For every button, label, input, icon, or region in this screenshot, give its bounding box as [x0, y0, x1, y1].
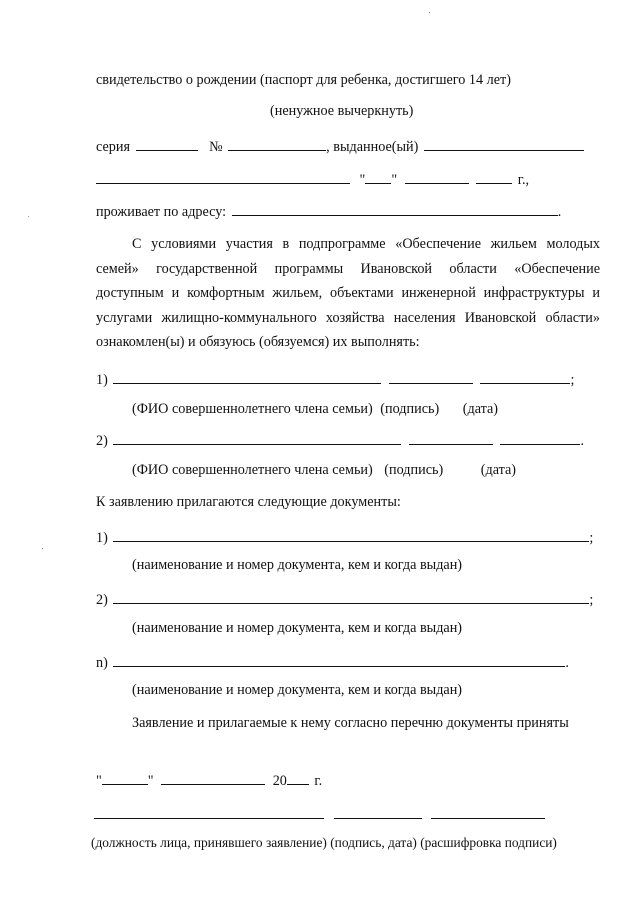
attachment-number: 2) — [96, 592, 108, 608]
strike-note: (ненужное вычеркнуть) — [270, 103, 414, 119]
month-blank[interactable] — [405, 171, 469, 184]
attachment-number: 1) — [96, 530, 108, 546]
member-date-blank[interactable] — [500, 432, 580, 445]
acceptance-year-blank[interactable] — [287, 772, 309, 785]
scan-speck — [42, 548, 43, 549]
caption-date: (дата) — [480, 462, 517, 478]
signature-caption: (должность лица, принявшего заявление) (подпись, дата) (расшифровка подписи) — [91, 835, 557, 850]
attachment-blank[interactable] — [113, 654, 565, 667]
year-prefix: 20 — [272, 773, 287, 789]
certificate-line: свидетельство о рождении (паспорт для ребенка, достигшего 14 лет) — [96, 72, 511, 88]
series-row — [96, 138, 584, 156]
member-signature-blank[interactable] — [409, 432, 493, 445]
attachment-row — [96, 654, 569, 672]
position-blank[interactable] — [94, 806, 324, 819]
attachment-caption: (наименование и номер документа, кем и когда выдан) — [132, 620, 463, 636]
attachment-caption: (наименование и номер документа, кем и когда выдан) — [132, 682, 463, 698]
acceptance-month-blank[interactable] — [161, 772, 265, 785]
address-period: . — [557, 204, 562, 220]
caption-signature: (подпись) — [384, 462, 444, 478]
quote-close: " — [391, 172, 398, 188]
member-caption-row — [132, 462, 516, 479]
attachment-row — [96, 529, 593, 547]
attachment-caption: (наименование и номер документа, кем и когда выдан) — [132, 557, 463, 573]
member-name-blank[interactable] — [113, 432, 401, 445]
number-blank[interactable] — [228, 138, 326, 151]
caption-signature: (подпись) — [380, 401, 440, 417]
member-number: 1) — [96, 372, 108, 388]
scan-speck — [429, 12, 430, 13]
signature-lines-row — [94, 806, 545, 824]
member-caption-row — [132, 401, 498, 418]
member-number: 2) — [96, 433, 108, 449]
member-signature-row — [96, 371, 574, 389]
issued-by-blank[interactable] — [424, 138, 584, 151]
member-date-blank[interactable] — [480, 371, 570, 384]
row-end-mark: ; — [589, 592, 594, 608]
day-blank[interactable] — [365, 171, 391, 184]
scan-speck — [28, 216, 29, 217]
attachment-number: n) — [96, 655, 108, 671]
quote-open: " — [96, 773, 102, 789]
address-label: проживает по адресу: — [96, 204, 227, 220]
acceptance-day-blank[interactable] — [102, 772, 148, 785]
year-label: г., — [517, 172, 530, 188]
address-blank[interactable] — [232, 203, 558, 216]
row-end-mark: ; — [589, 530, 594, 546]
consent-paragraph: С условиями участия в подпрограмме «Обеспечение жильем молодых семей» государственной программы Ивановской области «Обеспечение доступным и комфортным жильем, объектами инженерной инфраструктуры и услугами жилищно-коммунального хозяйства населения Ивановской области» ознакомлен(ы) и обязуюсь (обязуемся) их выполнять: — [96, 236, 600, 351]
signature-date-blank[interactable] — [334, 806, 422, 819]
address-row — [96, 203, 561, 221]
quote-close: " — [147, 773, 154, 789]
caption-name: (ФИО совершеннолетнего члена семьи) — [132, 401, 373, 417]
attachment-blank[interactable] — [113, 529, 589, 542]
row-end-mark: . — [580, 433, 585, 449]
series-blank[interactable] — [136, 138, 198, 151]
issued-label: , выданное(ый) — [326, 139, 419, 155]
number-label: № — [209, 139, 223, 155]
row-end-mark: . — [565, 655, 569, 671]
attachment-blank[interactable] — [113, 591, 589, 604]
row-end-mark: ; — [570, 372, 575, 388]
member-name-blank[interactable] — [113, 371, 381, 384]
series-label: серия — [96, 139, 130, 155]
caption-date: (дата) — [462, 401, 499, 417]
caption-name: (ФИО совершеннолетнего члена семьи) — [132, 462, 373, 478]
member-signature-blank[interactable] — [389, 371, 473, 384]
issuer-blank[interactable] — [96, 171, 350, 184]
attachment-row — [96, 591, 593, 609]
issue-date-row — [96, 171, 529, 189]
attachments-heading: К заявлению прилагаются следующие документы: — [96, 494, 401, 510]
year-blank[interactable] — [476, 171, 512, 184]
quote-open: " — [359, 172, 366, 188]
member-signature-row — [96, 432, 584, 450]
acceptance-paragraph: Заявление и прилагаемые к нему согласно перечню документы приняты — [132, 715, 569, 731]
acceptance-date-row — [96, 772, 322, 790]
year-suffix: г. — [314, 773, 323, 789]
signature-decoding-blank[interactable] — [431, 806, 545, 819]
